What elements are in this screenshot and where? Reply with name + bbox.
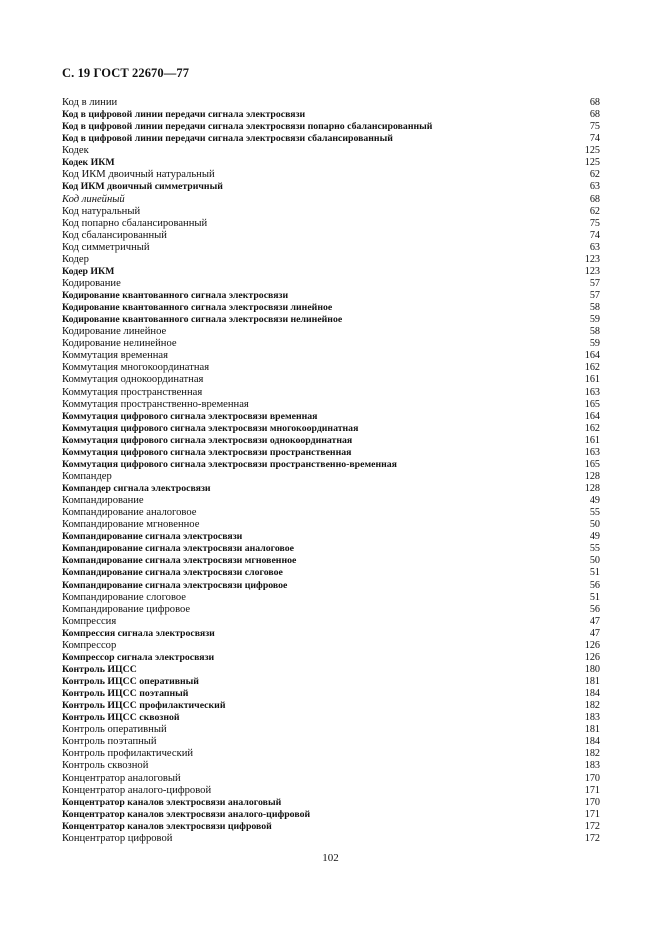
index-entry [62, 387, 600, 399]
index-entry [62, 326, 600, 338]
index-entry [62, 640, 600, 652]
index-entry [62, 302, 600, 314]
index-page-ref: 75 [589, 217, 600, 229]
index-page-ref: 63 [589, 181, 600, 193]
index-entry [62, 145, 600, 157]
index-term: Коммутация цифрового сигнала электросвязи пространственно-временная [62, 458, 397, 470]
index-entry [62, 833, 600, 845]
index-entry [62, 592, 600, 604]
index-term: Контроль ИЦСС сквозной [62, 712, 180, 724]
index-term: Контроль профилактический [62, 748, 194, 760]
index-page-ref: 165 [584, 398, 600, 410]
index-entry [62, 567, 600, 579]
index-page-ref: 55 [589, 543, 600, 555]
index-term: Код ИКМ двоичный натуральный [62, 169, 215, 181]
index-entry [62, 169, 600, 181]
index-term: Коммутация временная [62, 350, 168, 362]
index-page-ref: 165 [584, 458, 600, 470]
index-page-ref: 58 [589, 302, 600, 314]
index-page-ref: 51 [589, 591, 600, 603]
index-page-ref: 181 [584, 724, 600, 736]
index-term: Концентратор каналов электросвязи аналоговый [62, 796, 282, 808]
index-entry [62, 435, 600, 447]
index-term: Код попарно сбалансированный [62, 217, 208, 229]
index-term: Код сбалансированный [62, 229, 167, 241]
index-term: Концентратор аналоговый [62, 772, 181, 784]
index-page-ref: 126 [584, 651, 600, 663]
index-page-ref: 163 [584, 386, 600, 398]
index-page-ref: 50 [589, 555, 600, 567]
index-entry [62, 736, 600, 748]
index-page-ref: 123 [584, 253, 600, 265]
index-page-ref: 59 [589, 314, 600, 326]
index-list [62, 97, 600, 845]
index-entry [62, 616, 600, 628]
index-term: Кодек [62, 145, 89, 157]
index-entry [62, 157, 600, 169]
index-term: Кодирование нелинейное [62, 338, 177, 350]
index-page-ref: 172 [584, 832, 600, 844]
index-entry [62, 555, 600, 567]
index-entry [62, 121, 600, 133]
index-page-ref: 170 [584, 796, 600, 808]
index-page-ref: 62 [589, 205, 600, 217]
index-entry [62, 664, 600, 676]
index-term: Код в цифровой линии передачи сигнала электросвязи сбалансированный [62, 133, 393, 145]
index-term: Компандирование мгновенное [62, 519, 200, 531]
index-entry [62, 724, 600, 736]
index-term: Компандирование цифровое [62, 603, 191, 615]
index-page-ref: 50 [589, 519, 600, 531]
index-entry [62, 495, 600, 507]
index-page-ref: 184 [584, 688, 600, 700]
index-entry [62, 290, 600, 302]
index-entry [62, 580, 600, 592]
index-term: Коммутация многокоординатная [62, 362, 210, 374]
index-term: Контроль ИЦСС профилактический [62, 700, 226, 712]
index-page-ref: 58 [589, 326, 600, 338]
index-entry [62, 628, 600, 640]
index-entry [62, 254, 600, 266]
index-page-ref: 182 [584, 748, 600, 760]
index-term: Код натуральный [62, 205, 141, 217]
index-term: Коммутация цифрового сигнала электросвязи многокоординатная [62, 422, 359, 434]
index-entry [62, 374, 600, 386]
index-page-ref: 128 [584, 483, 600, 494]
index-term: Кодер [62, 253, 89, 265]
index-term: Код в цифровой линии передачи сигнала электросвязи [62, 109, 306, 121]
index-entry [62, 133, 600, 145]
index-page-ref: 128 [584, 470, 600, 482]
index-entry [62, 411, 600, 423]
index-term: Коммутация пространственно-временная [62, 398, 249, 410]
index-term: Компандирование [62, 495, 144, 507]
index-entry [62, 266, 600, 278]
index-term: Компандирование сигнала электросвязи цифровое [62, 579, 288, 591]
index-entry [62, 748, 600, 760]
index-page-ref: 171 [584, 808, 600, 820]
index-page-ref: 57 [589, 290, 600, 301]
index-page-ref: 68 [589, 193, 600, 205]
index-term: Компандирование сигнала электросвязи [62, 531, 243, 543]
index-term: Код симметричный [62, 241, 150, 253]
index-entry [62, 218, 600, 230]
index-term: Компандирование сигнала электросвязи мгновенное [62, 555, 297, 567]
index-entry [62, 531, 600, 543]
index-page-ref: 68 [589, 109, 600, 121]
index-page-ref: 74 [589, 229, 600, 241]
index-entry [62, 338, 600, 350]
index-term: Контроль оперативный [62, 724, 167, 736]
index-page-ref: 171 [584, 784, 600, 796]
index-term: Компандирование сигнала электросвязи слоговое [62, 567, 283, 579]
index-entry [62, 809, 600, 821]
index-page-ref: 181 [584, 676, 600, 687]
index-page-ref: 172 [584, 820, 600, 832]
index-entry [62, 543, 600, 555]
index-entry [62, 688, 600, 700]
index-term: Кодирование [62, 277, 121, 289]
index-page-ref: 183 [584, 712, 600, 724]
index-page-ref: 164 [584, 410, 600, 422]
index-term: Кодирование квантованного сигнала электросвязи [62, 290, 289, 301]
index-entry [62, 314, 600, 326]
index-page-ref: 162 [584, 422, 600, 434]
index-entry [62, 399, 600, 411]
index-entry [62, 471, 600, 483]
index-term: Контроль ИЦСС поэтапный [62, 688, 189, 700]
index-entry [62, 459, 600, 471]
index-page-ref: 62 [589, 169, 600, 181]
index-term: Компандер сигнала электросвязи [62, 483, 211, 494]
index-term: Кодер ИКМ [62, 265, 115, 277]
index-entry [62, 206, 600, 218]
index-entry [62, 507, 600, 519]
index-entry [62, 821, 600, 833]
index-page-ref: 56 [589, 603, 600, 615]
index-page-ref: 161 [584, 434, 600, 446]
index-entry [62, 350, 600, 362]
index-page-ref: 56 [589, 579, 600, 591]
index-page-ref: 75 [589, 121, 600, 133]
index-page-ref: 161 [584, 374, 600, 386]
index-term: Код ИКМ двоичный симметричный [62, 181, 223, 193]
index-entry [62, 519, 600, 531]
index-page-ref: 125 [584, 145, 600, 157]
index-page-ref: 63 [589, 241, 600, 253]
page-header: С. 19 ГОСТ 22670—77 [62, 66, 190, 80]
index-term: Код в цифровой линии передачи сигнала электросвязи попарно сбалансированный [62, 121, 433, 133]
index-term: Кодирование линейное [62, 326, 167, 338]
index-page-ref: 182 [584, 700, 600, 712]
index-entry [62, 760, 600, 772]
index-page-ref: 163 [584, 446, 600, 458]
index-entry [62, 242, 600, 254]
index-term: Компрессор сигнала электросвязи [62, 651, 215, 663]
index-entry [62, 676, 600, 688]
index-term: Коммутация однокоординатная [62, 374, 204, 386]
index-term: Компандирование сигнала электросвязи аналоговое [62, 543, 295, 555]
index-entry [62, 652, 600, 664]
index-term: Контроль ИЦСС [62, 663, 137, 675]
index-term: Коммутация цифрового сигнала электросвязи временная [62, 410, 318, 422]
page-number: 102 [322, 852, 339, 864]
index-entry [62, 773, 600, 785]
index-page-ref: 57 [589, 277, 600, 289]
index-term: Контроль ИЦСС оперативный [62, 676, 199, 687]
index-page-ref: 123 [584, 265, 600, 277]
index-entry [62, 97, 600, 109]
index-term: Концентратор каналов электросвязи цифровой [62, 820, 272, 832]
index-entry [62, 712, 600, 724]
index-entry [62, 230, 600, 242]
index-page-ref: 180 [584, 663, 600, 675]
index-page-ref: 184 [584, 736, 600, 748]
index-page-ref: 49 [589, 495, 600, 507]
index-term: Компандирование слоговое [62, 591, 187, 603]
index-entry [62, 109, 600, 121]
index-page-ref: 170 [584, 772, 600, 784]
index-term: Код линейный [62, 193, 125, 205]
index-entry [62, 483, 600, 495]
index-page-ref: 59 [589, 338, 600, 350]
index-page-ref: 74 [589, 133, 600, 145]
index-term: Коммутация цифрового сигнала электросвязи однокоординатная [62, 434, 353, 446]
index-term: Код в линии [62, 97, 118, 108]
index-term: Компандирование аналоговое [62, 507, 197, 519]
index-page-ref: 183 [584, 760, 600, 772]
index-term: Кодирование квантованного сигнала электросвязи нелинейное [62, 314, 343, 326]
index-term: Компрессия [62, 615, 117, 627]
index-entry [62, 278, 600, 290]
index-page-ref: 51 [589, 567, 600, 579]
index-page-ref: 164 [584, 350, 600, 362]
index-term: Контроль сквозной [62, 760, 149, 772]
index-page-ref: 47 [589, 615, 600, 627]
index-term: Коммутация пространственная [62, 386, 203, 398]
index-entry [62, 604, 600, 616]
index-entry [62, 797, 600, 809]
index-entry [62, 181, 600, 193]
index-page-ref: 125 [584, 157, 600, 169]
index-page-ref: 55 [589, 507, 600, 519]
index-term: Концентратор каналов электросвязи аналого-цифровой [62, 808, 311, 820]
index-page-ref: 162 [584, 362, 600, 374]
index-term: Компрессор [62, 639, 117, 651]
index-entry [62, 362, 600, 374]
index-term: Кодирование квантованного сигнала электросвязи линейное [62, 302, 333, 314]
index-page-ref: 47 [589, 627, 600, 639]
index-page-ref: 68 [589, 97, 600, 108]
index-term: Компрессия сигнала электросвязи [62, 627, 215, 639]
index-entry [62, 700, 600, 712]
index-term: Кодек ИКМ [62, 157, 115, 169]
index-entry [62, 423, 600, 435]
index-term: Концентратор цифровой [62, 832, 173, 844]
index-term: Контроль поэтапный [62, 736, 157, 748]
index-page-ref: 126 [584, 639, 600, 651]
index-term: Концентратор аналого-цифровой [62, 784, 212, 796]
index-term: Компандер [62, 470, 112, 482]
index-page-ref: 49 [589, 531, 600, 543]
index-entry [62, 447, 600, 459]
index-term: Коммутация цифрового сигнала электросвязи пространственная [62, 446, 352, 458]
index-entry [62, 194, 600, 206]
index-entry [62, 785, 600, 797]
